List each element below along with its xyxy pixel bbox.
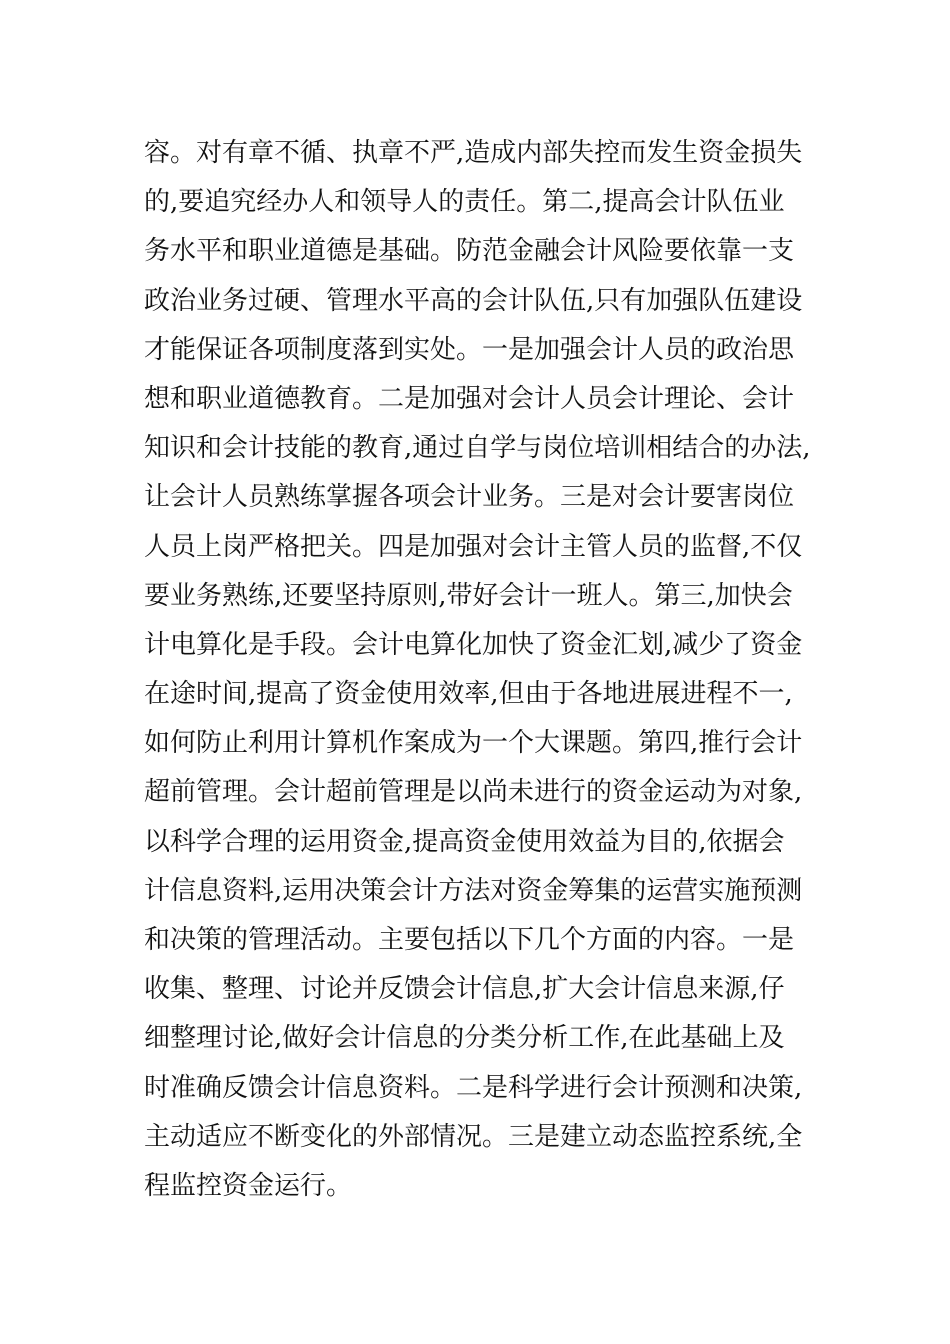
text-line: 想和职业道德教育。二是加强对会计人员会计理论、会计 xyxy=(144,383,795,414)
text-line: 的,要追究经办人和领导人的责任。第二,提高会计队伍业 xyxy=(144,187,785,218)
text-line: 计电算化是手段。会计电算化加快了资金汇划,减少了资金 xyxy=(144,629,803,660)
body-paragraph xyxy=(144,129,824,1211)
text-line: 知识和会计技能的教育,通过自学与岗位培训相结合的办法, xyxy=(144,433,811,464)
text-line: 政治业务过硬、管理水平高的会计队伍,只有加强队伍建设 xyxy=(144,285,803,316)
text-line: 时准确反馈会计信息资料。二是科学进行会计预测和决策, xyxy=(144,1072,803,1103)
text-line: 让会计人员熟练掌握各项会计业务。三是对会计要害岗位 xyxy=(144,482,795,513)
text-line: 计信息资料,运用决策会计方法对资金筹集的运营实施预测 xyxy=(144,875,803,906)
text-line: 容。对有章不循、执章不严,造成内部失控而发生资金损失 xyxy=(144,138,803,168)
text-line: 细整理讨论,做好会计信息的分类分析工作,在此基础上及 xyxy=(144,1023,785,1054)
text-line: 收集、整理、讨论并反馈会计信息,扩大会计信息来源,仔 xyxy=(144,974,785,1005)
text-line: 要业务熟练,还要坚持原则,带好会计一班人。第三,加快会 xyxy=(144,580,793,611)
text-line: 超前管理。会计超前管理是以尚未进行的资金运动为对象, xyxy=(144,777,803,808)
text-line: 如何防止利用计算机作案成为一个大课题。第四,推行会计 xyxy=(144,728,803,759)
text-line: 程监控资金运行。 xyxy=(144,1170,353,1201)
text-line: 以科学合理的运用资金,提高资金使用效益为目的,依据会 xyxy=(144,826,785,857)
text-line: 在途时间,提高了资金使用效率,但由于各地进展进程不一, xyxy=(144,679,793,710)
text-line: 务水平和职业道德是基础。防范金融会计风险要依靠一支 xyxy=(144,236,795,267)
text-line: 和决策的管理活动。主要包括以下几个方面的内容。一是 xyxy=(144,925,795,955)
text-line: 才能保证各项制度落到实处。一是加强会计人员的政治思 xyxy=(144,334,795,365)
text-line: 人员上岗严格把关。四是加强对会计主管人员的监督,不仅 xyxy=(144,531,803,562)
text-line: 主动适应不断变化的外部情况。三是建立动态监控系统,全 xyxy=(144,1121,803,1152)
